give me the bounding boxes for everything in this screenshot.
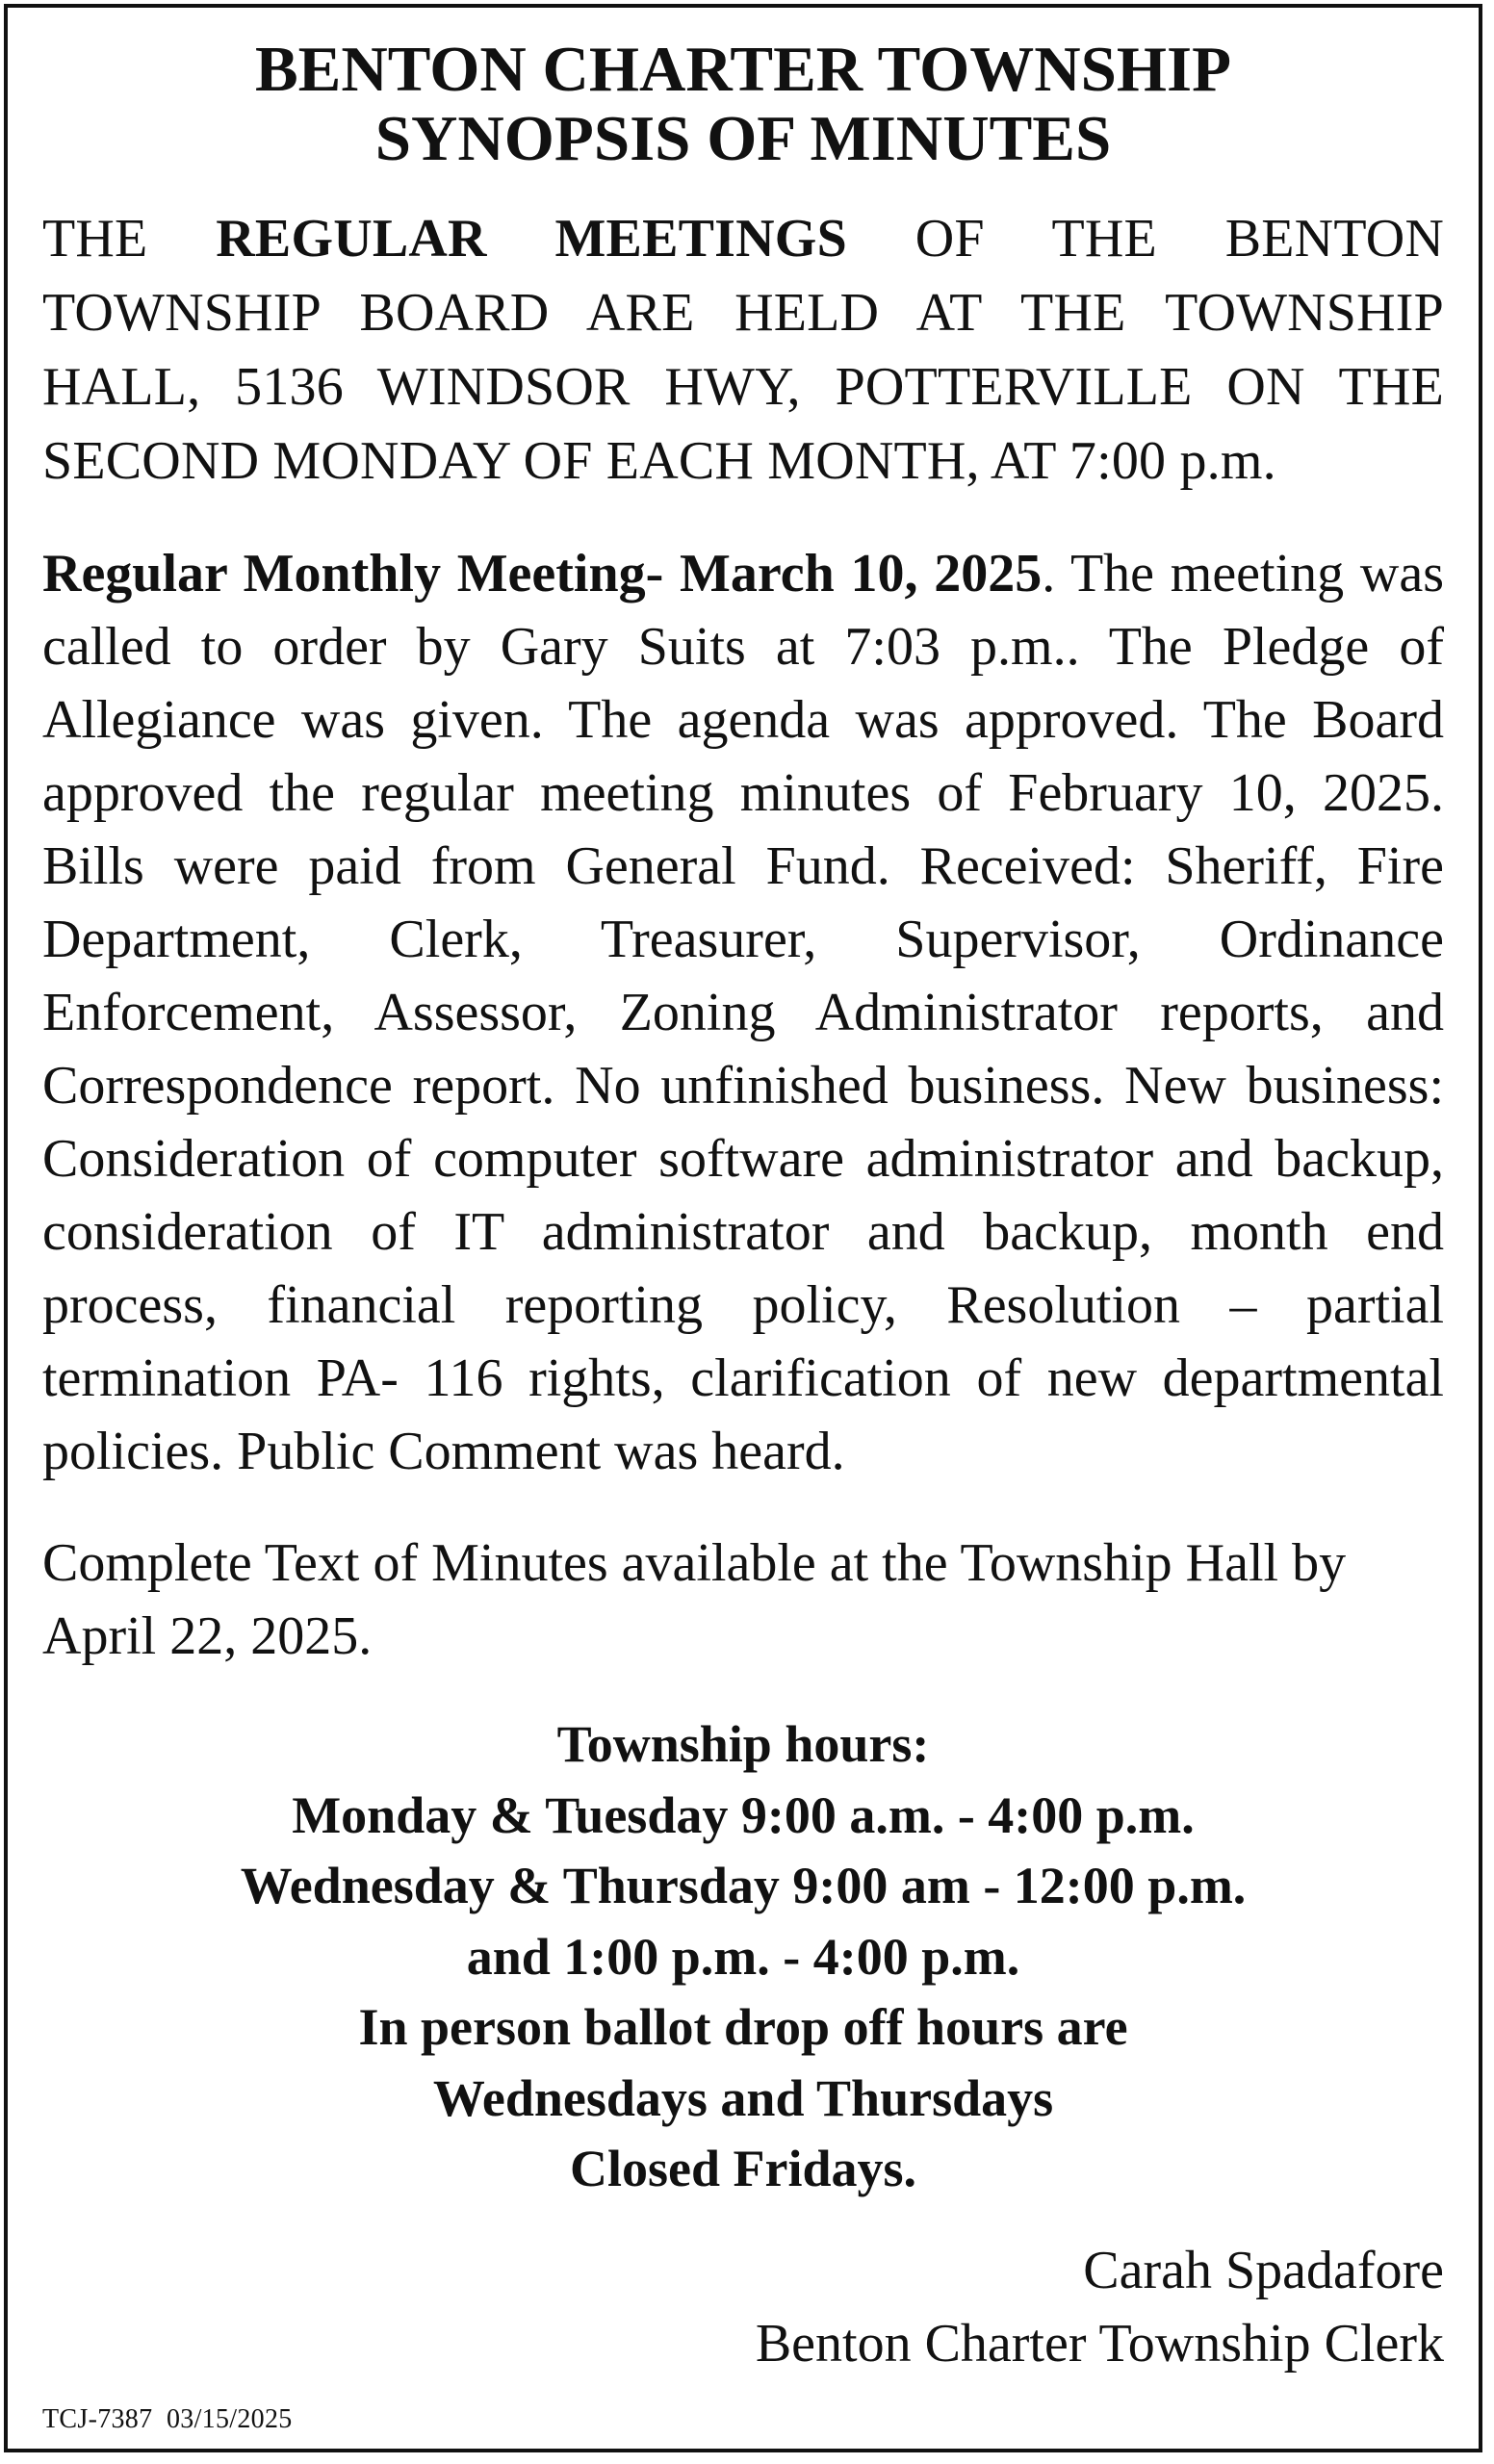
signature-block [42, 2234, 1444, 2380]
hours-line-5: Wednesdays and Thursdays [432, 2068, 1054, 2127]
hours-line-1: Monday & Tuesday 9:00 a.m. - 4:00 p.m. [292, 1785, 1195, 1844]
title-line-1: BENTON CHARTER TOWNSHIP [254, 34, 1232, 105]
minutes-availability: Complete Text of Minutes available at the Township Hall by April 22, 2025. [42, 1533, 1347, 1666]
reference-code: TCJ-7387 03/15/2025 [42, 2404, 293, 2434]
signer-name: Carah Spadafore [1083, 2240, 1444, 2300]
notice-content [42, 35, 1444, 2380]
title-line-2: SYNOPSIS OF MINUTES [374, 103, 1112, 174]
signer-title: Benton Charter Township Clerk [755, 2313, 1444, 2374]
hours-line-6: Closed Fridays. [569, 2140, 917, 2197]
hours-line-4: In person ballot drop off hours are [358, 1998, 1128, 2056]
meeting-text: . The meeting was called to order by Gary Suits at 7:03 p.m.. The Pledge of Allegiance was given. The agenda was approved. The Board approved the regular meeting minutes of February 10, 2025. Bills were paid from General Fund. Received: Sheriff, Fire Department, Clerk, Treasurer, Supervisor, Ordinance Enforcement, Assessor, Zoning Administrator reports, and Correspondence report. No unfinished business. New business: Consideration of computer software administrator and backup, consideration of IT administrator and backup, month end process, financial reporting policy, Resolution – partial termination PA- 116 rights, clarification of new departmental policies. Public Comment was heard. [42, 544, 1444, 1481]
hours-line-3: and 1:00 p.m. - 4:00 p.m. [466, 1927, 1020, 1986]
notice-title [42, 35, 1444, 173]
schedule-bold: REGULAR MEETINGS [216, 209, 847, 269]
meeting-heading: Regular Monthly Meeting- March 10, 2025 [42, 544, 1043, 603]
hours-line-2: Wednesday & Thursday 9:00 am - 12:00 p.m. [240, 1857, 1247, 1914]
hours-heading: Township hours: [556, 1715, 930, 1773]
township-hours [42, 1709, 1444, 2205]
meeting-summary-paragraph [42, 537, 1444, 1488]
legal-notice [4, 4, 1482, 2452]
meeting-schedule-paragraph [42, 202, 1444, 499]
schedule-suffix: OF THE BENTON TOWNSHIP BOARD ARE HELD AT THE TOWNSHIP HALL, 5136 WINDSOR HWY, POTTERVILLE ON THE SECOND MONDAY OF EACH MONTH, AT 7:00 p.m. [42, 209, 1445, 491]
schedule-prefix: THE [42, 209, 217, 269]
